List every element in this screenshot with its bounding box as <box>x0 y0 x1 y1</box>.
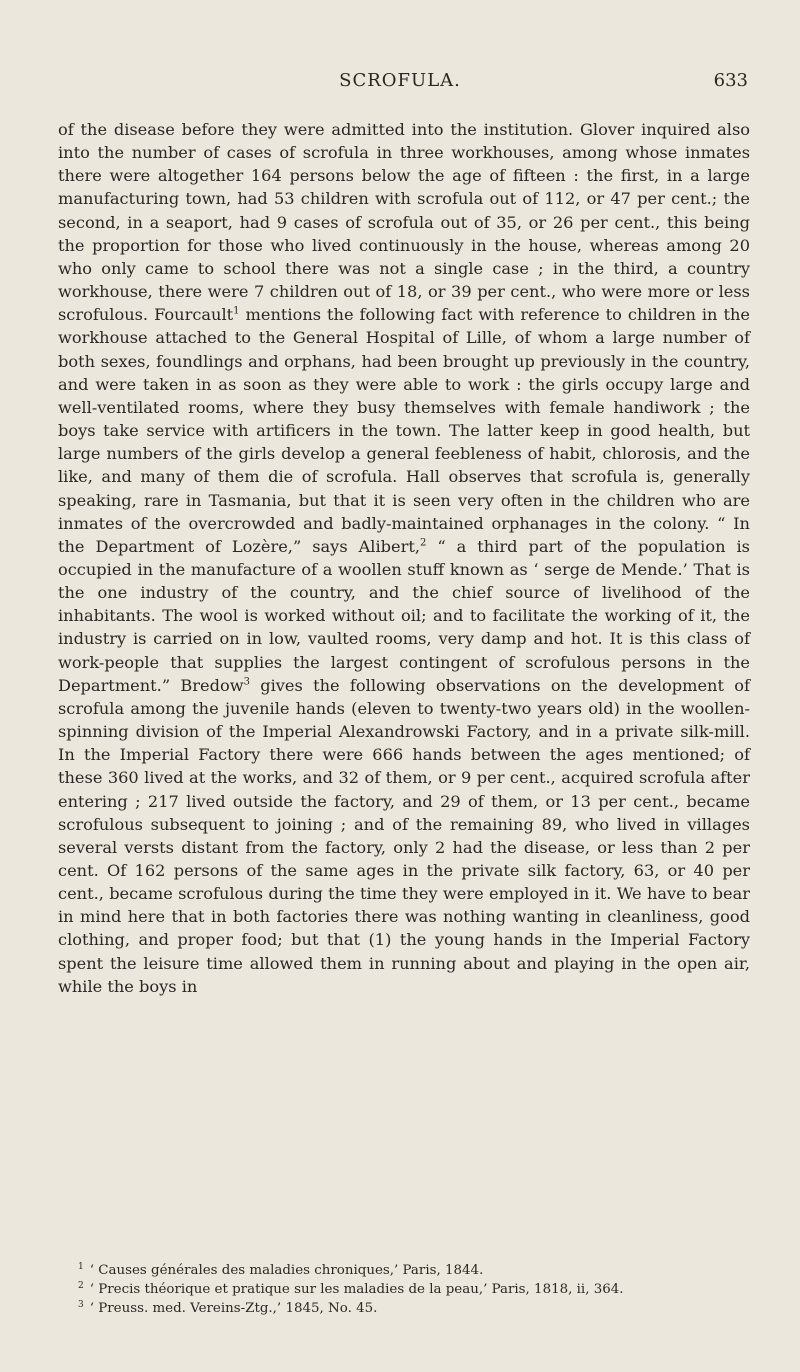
body-paragraph <box>58 118 750 998</box>
running-head: SCROFULA. <box>339 70 461 91</box>
body-text-segment: gives the following observations on the development of scrofula among the juvenile hands (eleven to twenty-two years old) in the woollen-spinning division of the Imperial Alexandrowski Factory, and in a private silk-mill. In the Imperial Factory there were 666 hands between the ages mentioned; of these 360 lived at the works, and 32 of them, or 9 per cent., acquired scrofula after entering ; 217 lived outside the factory, and 29 of them, or 13 per cent., became scrofulous subsequent to joining ; and of the remaining 89, who lived in villages several versts distant from the factory, only 2 had the disease, or less than 2 per cent. Of 162 persons of the same ages in the private silk factory, 63, or 40 per cent., became scrofulous during the time they were employed in it. We have to bear in mind here that in both factories there was nothing wanting in cleanliness, good clothing, and proper food; but that (1) the young hands in the Imperial Factory spent the leisure time allowed them in running about and playing in the open air, while the boys in <box>58 675 750 996</box>
footnote <box>58 1299 750 1318</box>
body-text-segment: “ a third part of the population is occupied in the manufacture of a woollen stuff known as ‘ serge de Mende.’ That is the one industry of the country, and the chief source of livelihood of the inhabitants. The wool is worked without oil; and to facilitate the working of it, the industry is carried on in low, vaulted rooms, very damp and hot. It is this class of work-people that supplies the largest contingent of scrofulous persons in the Department.” Bredow <box>58 536 750 695</box>
footnote-reference: 3 <box>243 676 250 688</box>
footnote-reference: 2 <box>420 537 427 549</box>
footnote <box>58 1261 750 1280</box>
body-text <box>58 118 750 998</box>
body-text-segment: of the disease before they were admitted into the institution. Glover inquired also into the number of cases of scrofula in three workhouses, among whose inmates there were altogether 164 persons below the age of fifteen : the first, in a large manufacturing town, had 53 children with scrofula out of 112, or 47 per cent.; the second, in a seaport, had 9 cases of scrofula out of 35, or 26 per cent., this being the proportion for those who lived continuously in the house, whereas among 20 who only came to school there was not a single case ; in the third, a country workhouse, there were 7 children out of 18, or 39 per cent., who were more or less scrofulous. Fourcault <box>58 120 750 325</box>
footnote-text: ‘ Preuss. med. Vereins-Ztg.,’ 1845, No. 45. <box>89 1301 378 1316</box>
body-text-segment: mentions the following fact with reference to children in the workhouse attached to the General Hospital of Lille, of whom a large number of both sexes, foundlings and orphans, had been brought up previously in the country, and were taken in as soon as they were able to work : the girls occupy large and well-ventilated rooms, where they busy themselves with female handiwork ; the boys take service with artificers in the town. The latter keep in good health, but large numbers of the girls develop a general feebleness of habit, chlorosis, and the like, and many of them die of scrofula. Hall observes that scrofula is, generally speaking, rare in Tasmania, but that it is seen very often in the children who are inmates of the overcrowded and badly-maintained orphanages in the colony. “ In the Department of Lozère,” says Alibert, <box>58 305 750 556</box>
page-header <box>0 70 800 100</box>
footnote-reference: 1 <box>233 305 240 317</box>
page-number: 633 <box>713 70 748 91</box>
footnote-mark: 1 <box>78 1261 84 1272</box>
footnote-mark: 2 <box>78 1280 84 1291</box>
footnote-mark: 3 <box>78 1299 84 1310</box>
footnote-text: ‘ Causes générales des maladies chroniques,’ Paris, 1844. <box>89 1263 484 1278</box>
footnotes <box>58 1261 750 1318</box>
footnote <box>58 1280 750 1299</box>
footnote-text: ‘ Precis théorique et pratique sur les maladies de la peau,’ Paris, 1818, ii, 364. <box>89 1282 624 1297</box>
